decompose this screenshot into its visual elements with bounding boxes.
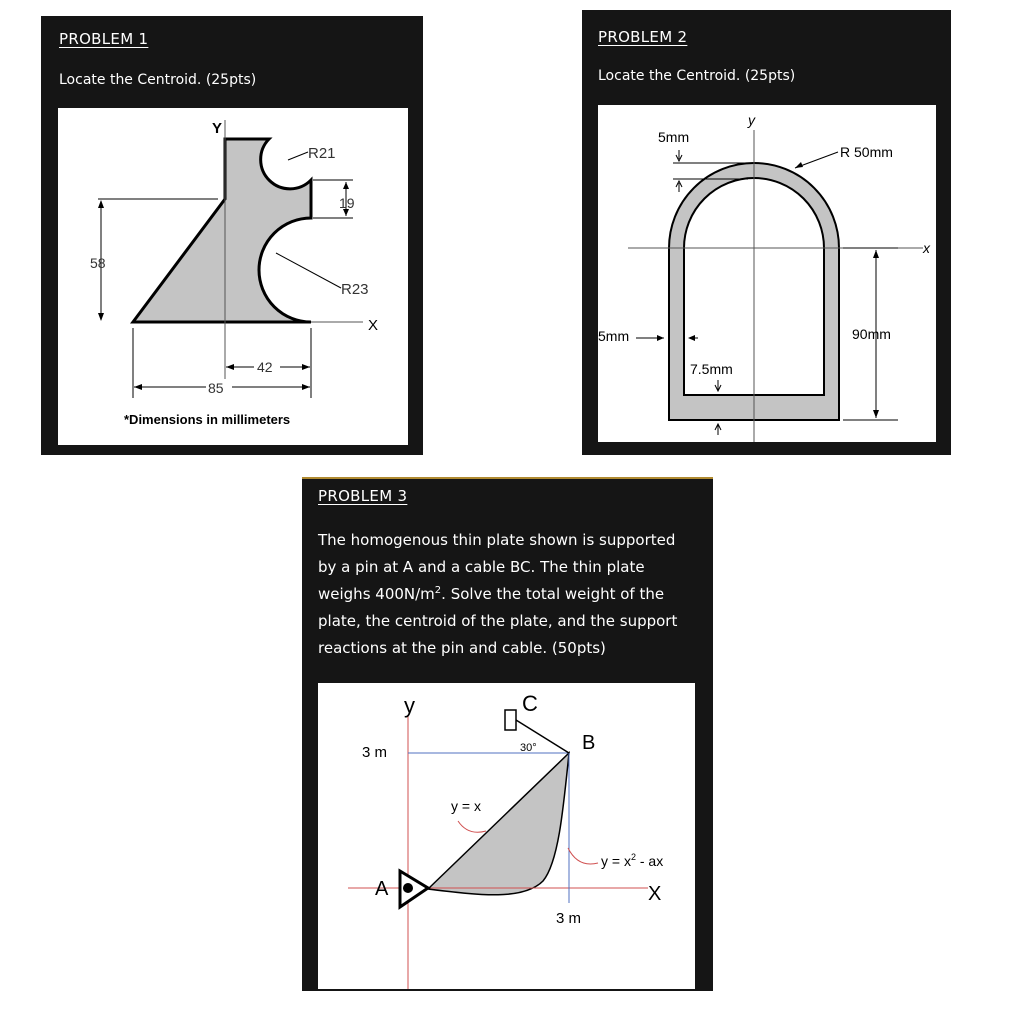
r23-label: R23 xyxy=(341,281,369,298)
dimensions-note: *Dimensions in millimeters xyxy=(124,412,291,427)
problem-2-title: PROBLEM 2 xyxy=(598,28,688,46)
statement-line-5: reactions at the pin and cable. (50pts) xyxy=(318,639,606,657)
height-90mm-label: 90mm xyxy=(852,326,891,342)
point-c-label: C xyxy=(522,691,538,716)
axis-x-label: X xyxy=(368,317,379,334)
dim-19-label: 19 xyxy=(339,195,355,211)
eq-y-equals-x: y = x xyxy=(451,798,481,814)
thin-plate xyxy=(428,753,569,895)
statement-line-2: by a pin at A and a cable BC. The thin plate xyxy=(318,558,645,576)
centroid-shape-1 xyxy=(133,139,311,322)
point-a-label: A xyxy=(375,878,389,900)
r21-label: R21 xyxy=(308,145,336,162)
exponent-2: 2 xyxy=(434,585,442,596)
axis-y-label: y xyxy=(404,693,415,718)
angle-label: 30° xyxy=(520,742,537,754)
problem-1-figure xyxy=(58,108,408,445)
x-3m-label: 3 m xyxy=(556,910,582,927)
problem-2-card xyxy=(582,10,951,455)
problem-1-title: PROBLEM 1 xyxy=(59,30,149,48)
r50-label: R 50mm xyxy=(840,144,893,160)
point-b-label: B xyxy=(582,732,596,754)
left-5mm-label: 5mm xyxy=(598,328,630,344)
bottom-7-5mm-label: 7.5mm xyxy=(690,361,733,377)
y-3m-label: 3 m xyxy=(362,744,388,761)
problem-3-diagram xyxy=(318,683,695,989)
problem-1-card xyxy=(41,16,423,455)
axis-y-label: Y xyxy=(212,120,223,137)
problem-1-diagram xyxy=(58,108,408,445)
axis-y-label: y xyxy=(748,112,755,128)
dim-85-label: 85 xyxy=(208,380,224,396)
problem-3-figure xyxy=(318,683,695,989)
statement-line-4: plate, the centroid of the plate, and the support xyxy=(318,612,678,630)
statement-line-3: weighs $400N/m^2$. Solve the total weight of the xyxy=(318,585,665,603)
dim-58-label: 58 xyxy=(90,255,106,271)
problem-2-diagram xyxy=(598,105,936,442)
statement-line-1: The homogenous thin plate shown is supported xyxy=(318,531,676,549)
axis-x-label: x xyxy=(923,240,930,256)
problem-2-figure xyxy=(598,105,936,442)
dim-42-label: 42 xyxy=(257,359,273,375)
axis-x-label: X xyxy=(648,883,662,905)
eq-parabola: $y = x^2$ - ax xyxy=(601,852,664,869)
problem-2-subtitle: Locate the Centroid. (25pts) xyxy=(598,68,796,84)
problem-3-statement xyxy=(318,527,708,662)
problem-3-card xyxy=(302,477,713,991)
problem-3-title: PROBLEM 3 xyxy=(318,487,408,505)
problem-1-subtitle: Locate the Centroid. (25pts) xyxy=(59,72,257,88)
top-5mm-label: 5mm xyxy=(658,129,690,145)
